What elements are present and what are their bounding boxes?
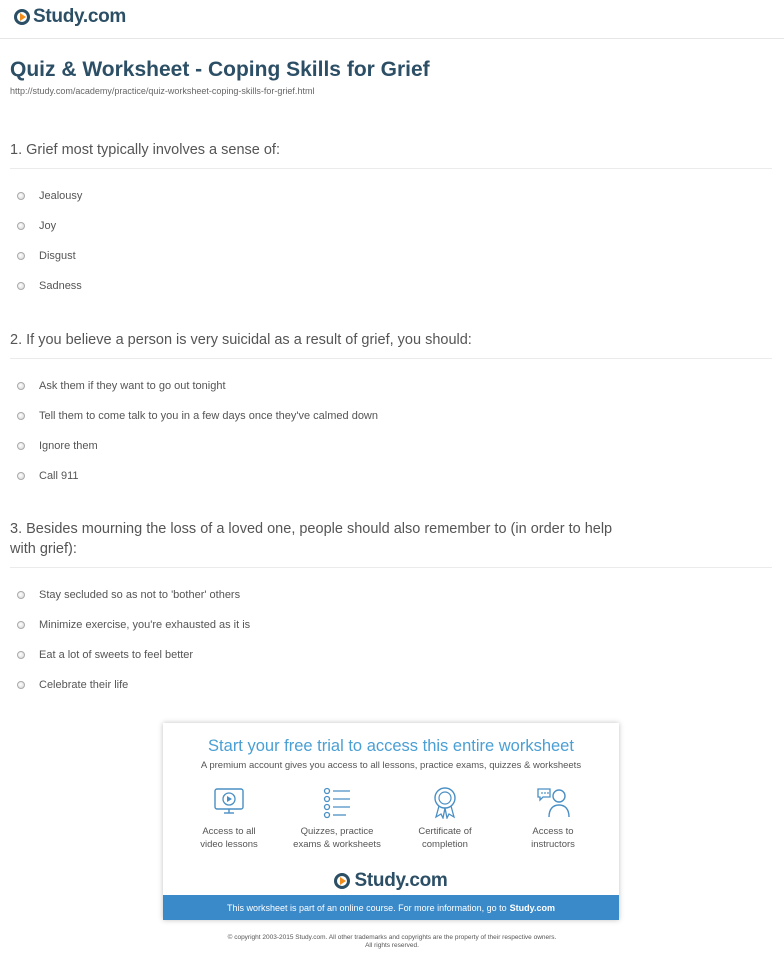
feature-label: Access to all video lessons — [200, 826, 258, 850]
question-text: 3. Besides mourning the loss of a loved one, people should also remember to (in order to help with grief): — [10, 519, 772, 568]
premium-promo-box — [163, 723, 619, 920]
answer-options — [10, 580, 634, 700]
copyright-line: All rights reserved. — [365, 942, 419, 949]
radio-button-icon[interactable] — [17, 472, 25, 480]
answer-label: Minimize exercise, you're exhausted as it is — [39, 619, 251, 631]
answer-label: Stay secluded so as not to 'bother' others — [39, 589, 241, 601]
radio-button-icon[interactable] — [17, 442, 25, 450]
quiz-list-icon — [320, 785, 354, 819]
instructor-chat-icon — [536, 785, 570, 819]
study-logo-text: Study.com — [33, 6, 127, 27]
radio-button-icon[interactable] — [17, 222, 25, 230]
question-2 — [10, 330, 772, 491]
video-lesson-icon — [212, 785, 246, 819]
promo-features — [175, 785, 607, 851]
question-text: 1. Grief most typically involves a sense of: — [10, 140, 772, 169]
answer-label: Joy — [39, 220, 57, 232]
radio-button-icon[interactable] — [17, 651, 25, 659]
study-logo-icon — [334, 873, 350, 889]
copyright-line: © copyright 2003-2015 Study.com. All other trademarks and copyrights are the property of their respective owners. — [227, 934, 557, 941]
feature-instructors — [501, 785, 605, 851]
answer-option[interactable] — [10, 401, 772, 431]
feature-label: Certificate of completion — [418, 826, 472, 850]
radio-button-icon[interactable] — [17, 382, 25, 390]
answer-option[interactable] — [10, 640, 634, 670]
answer-label: Sadness — [39, 280, 82, 292]
question-text: 2. If you believe a person is very suicidal as a result of grief, you should: — [10, 330, 772, 359]
promo-footer-link[interactable]: Study.com — [509, 902, 555, 913]
answer-option[interactable] — [10, 371, 772, 401]
radio-button-icon[interactable] — [17, 621, 25, 629]
feature-certificate — [393, 785, 497, 851]
answer-label: Tell them to come talk to you in a few days once they've calmed down — [39, 410, 378, 422]
answer-option[interactable] — [10, 271, 772, 301]
answer-options — [10, 181, 772, 301]
certificate-icon — [428, 785, 462, 819]
question-3 — [10, 519, 634, 700]
radio-button-icon[interactable] — [17, 681, 25, 689]
study-logo-icon — [14, 9, 30, 25]
radio-button-icon[interactable] — [17, 252, 25, 260]
answer-label: Jealousy — [39, 190, 83, 202]
answer-option[interactable] — [10, 580, 634, 610]
answer-label: Disgust — [39, 250, 76, 262]
answer-label: Celebrate their life — [39, 679, 129, 691]
radio-button-icon[interactable] — [17, 591, 25, 599]
answer-label: Call 911 — [39, 470, 79, 482]
promo-title[interactable]: Start your free trial to access this entire worksheet — [208, 737, 574, 755]
feature-quizzes — [285, 785, 389, 851]
header-divider — [0, 38, 784, 39]
feature-video-lessons — [177, 785, 281, 851]
answer-option[interactable] — [10, 610, 634, 640]
question-1 — [10, 140, 772, 301]
answer-option[interactable] — [10, 670, 634, 700]
promo-footer-text: This worksheet is part of an online course. For more information, go to — [227, 902, 507, 913]
feature-label: Access to instructors — [531, 826, 575, 850]
answer-option[interactable] — [10, 181, 772, 211]
page-url: http://study.com/academy/practice/quiz-worksheet-coping-skills-for-grief.html — [10, 86, 315, 96]
answer-options — [10, 371, 772, 491]
answer-option[interactable] — [10, 431, 772, 461]
page-title: Quiz & Worksheet - Coping Skills for Grief — [10, 58, 430, 81]
answer-option[interactable] — [10, 211, 772, 241]
radio-button-icon[interactable] — [17, 412, 25, 420]
radio-button-icon[interactable] — [17, 192, 25, 200]
study-logo-text: Study.com — [354, 870, 448, 891]
copyright-notice — [0, 934, 784, 950]
feature-label: Quizzes, practice exams & worksheets — [293, 826, 381, 850]
radio-button-icon[interactable] — [17, 282, 25, 290]
answer-label: Eat a lot of sweets to feel better — [39, 649, 194, 661]
promo-footer-bar — [163, 895, 619, 920]
study-logo[interactable] — [14, 6, 126, 28]
answer-option[interactable] — [10, 241, 772, 271]
promo-study-logo[interactable] — [163, 870, 619, 892]
answer-label: Ask them if they want to go out tonight — [39, 380, 226, 392]
answer-option[interactable] — [10, 461, 772, 491]
answer-label: Ignore them — [39, 440, 98, 452]
promo-subtitle: A premium account gives you access to all lessons, practice exams, quizzes & worksheets — [200, 760, 582, 771]
